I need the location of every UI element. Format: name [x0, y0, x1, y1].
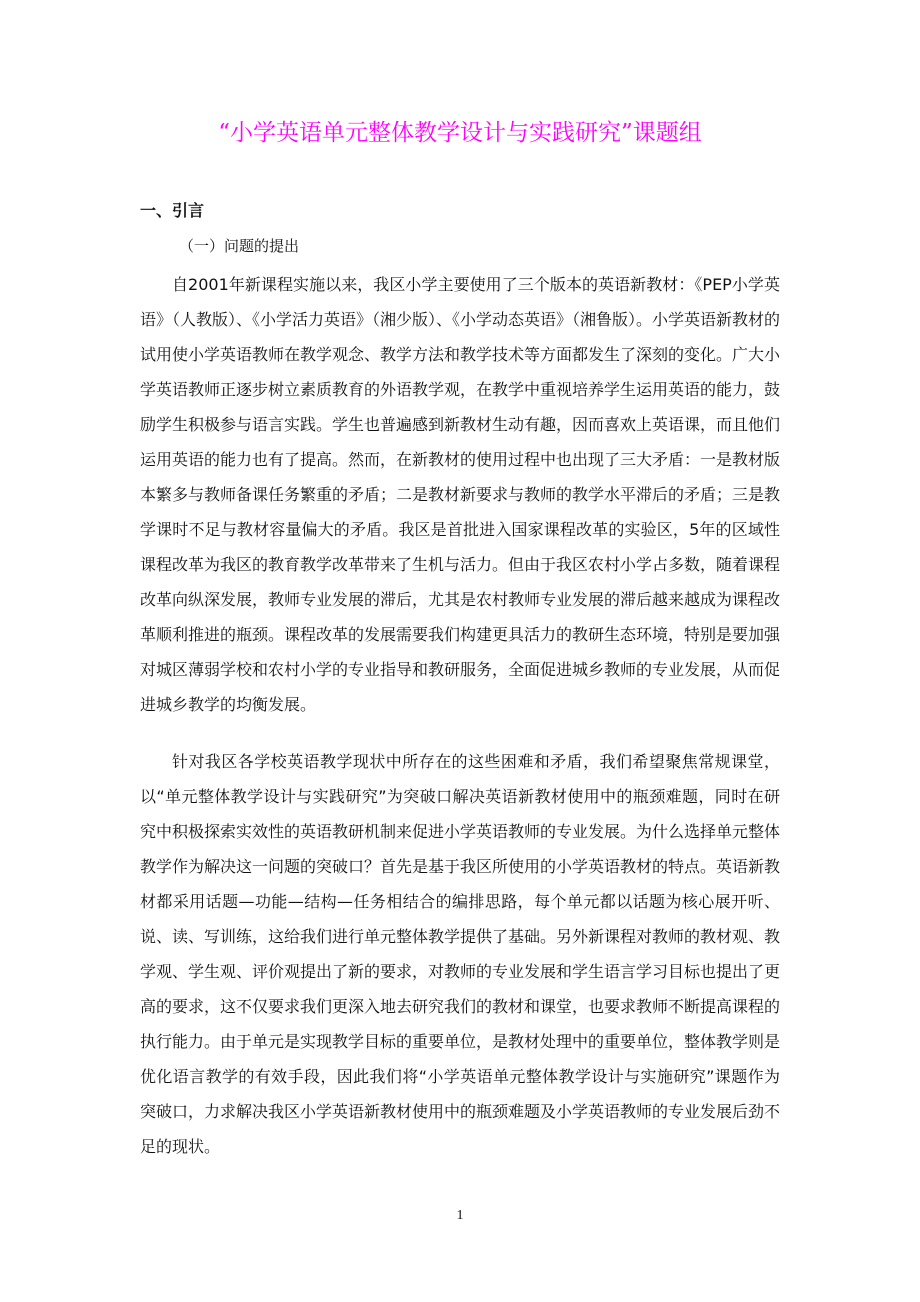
- paragraph-1: 自2001年新课程实施以来，我区小学主要使用了三个版本的英语新教材：《PEP小学英语》（人教版）、《小学活力英语》（湘少版）、《小学动态英语》（湘鲁版）。小学英语新教材的试用使小学英语教师在教学观念、教学方法和教学技术等方面都发生了深刻的变化。广大小学英语教师正逐步树立素质教育的外语教学观，在教学中重视培养学生运用英语的能力，鼓励学生积极参与语言实践。学生也普遍感到新教材生动有趣，因而喜欢上英语课，而且他们运用英语的能力也有了提高。然而，在新教材的使用过程中也出现了三大矛盾：一是教材版本繁多与教师备课任务繁重的矛盾；二是教材新要求与教师的教学水平滞后的矛盾；三是教学课时不足与教材容量偏大的矛盾。我区是首批进入国家课程改革的实验区，5年的区域性课程改革为我区的教育教学改革带来了生机与活力。但由于我区农村小学占多数，随着课程改革向纵深发展，教师专业发展的滞后，尤其是农村教师专业发展的滞后越来越成为课程改革顺利推进的瓶颈。课程改革的发展需要我们构建更具活力的教研生态环境，特别是要加强对城区薄弱学校和农村小学的专业指导和教研服务，全面促进城乡教师的专业发展，从而促进城乡教学的均衡发展。: [140, 275, 781, 714]
- sub-heading: （一）问题的提出: [179, 237, 300, 255]
- document-title: “小学英语单元整体教学设计与实践研究”课题组: [218, 120, 702, 146]
- paragraph-2: 针对我区各学校英语教学现状中所存在的这些困难和矛盾，我们希望聚焦常规课堂，以“单元整体教学设计与实践研究”为突破口解决英语新教材使用中的瓶颈难题，同时在研究中积极探索实效性的英语教研机制来促进小学英语教师的专业发展。为什么选择单元整体教学作为解决这一问题的突破口？首先是基于我区所使用的小学英语教材的特点。英语新教材都采用话题—功能—结构—任务相结合的编排思路，每个单元都以话题为核心展开听、说、读、写训练，这给我们进行单元整体教学提供了基础。另外新课程对教师的教材观、教学观、学生观、评价观提出了新的要求，对教师的专业发展和学生语言学习目标也提出了更高的要求，这不仅要求我们更深入地去研究我们的教材和课堂，也要求教师不断提高课程的执行能力。由于单元是实现教学目标的重要单位，是教材处理中的重要单位，整体教学则是优化语言教学的有效手段，因此我们将“小学英语单元整体教学设计与实施研究”课题作为突破口，力求解决我区小学英语新教材使用中的瓶颈难题及小学英语教师的专业发展后劲不足的现状。: [140, 752, 781, 1156]
- page-number: 1: [456, 1208, 464, 1223]
- section-heading: 一、引言: [140, 201, 205, 220]
